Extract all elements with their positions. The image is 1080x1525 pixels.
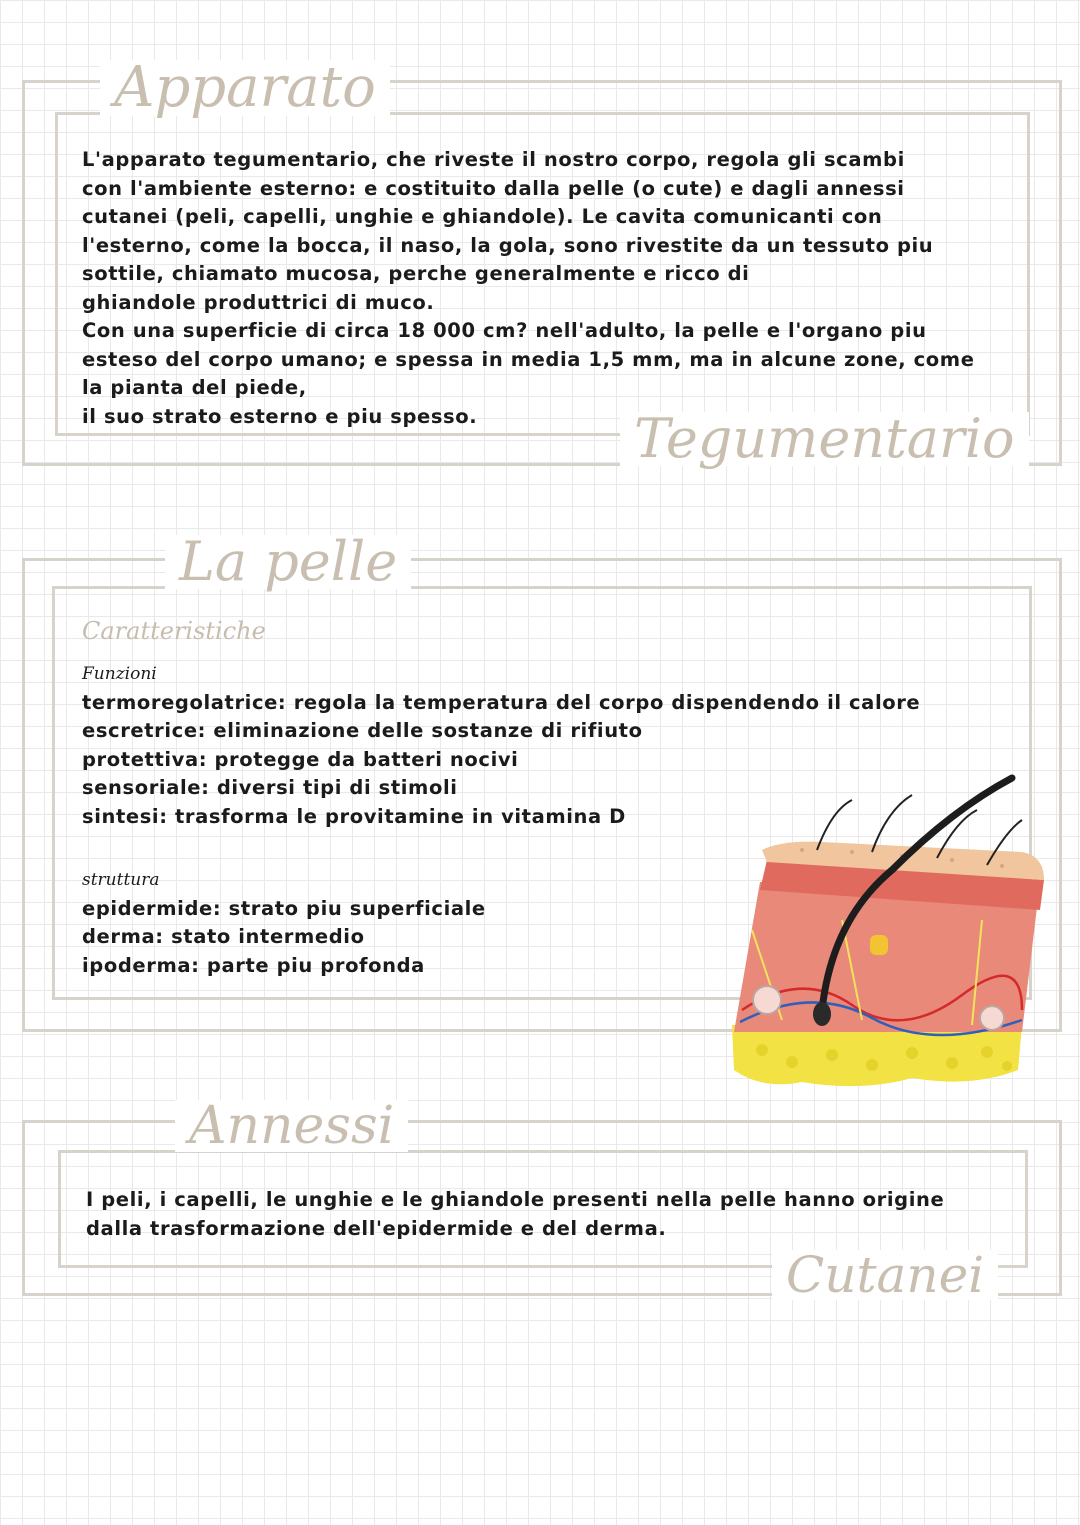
section2-subtitle: Caratteristiche <box>82 617 266 645</box>
section3-title-bottom: Cutanei <box>772 1250 998 1300</box>
section1-line: il suo strato esterno e piu spesso. <box>82 404 478 428</box>
hypoderm-layer <box>732 1025 1022 1086</box>
funzione-item: escretrice: eliminazione delle sostanze di rifiuto <box>82 719 643 742</box>
section3-title-top: Annessi <box>175 1100 408 1152</box>
funzione-item: protettiva: protegge da batteri nocivi <box>82 747 519 771</box>
section3-line: I peli, i capelli, le unghie e le ghiandole presenti nella pelle hanno origine <box>86 1188 945 1211</box>
funzione-item: sintesi: trasforma le provitamine in vitamina D <box>82 804 626 828</box>
struttura-item: ipoderma: parte piu profonda <box>82 953 425 977</box>
section1-line: cutanei (peli, capelli, unghie e ghiandole). Le cavita comunicanti con <box>82 205 883 228</box>
section1-line: ghiandole produttrici di muco. <box>82 290 435 314</box>
sweat-gland <box>980 1006 1004 1030</box>
struttura-item: epidermide: strato piu superficiale <box>82 896 486 920</box>
section1-line: L'apparato tegumentario, che riveste il nostro corpo, regola gli scambi <box>82 148 905 171</box>
skin-cross-section-illustration <box>722 770 1052 1100</box>
funzione-item: sensoriale: diversi tipi di stimoli <box>82 776 458 799</box>
struttura-block <box>82 866 682 980</box>
section1-title-top: Apparato <box>100 60 390 116</box>
sebaceous-gland <box>870 935 888 955</box>
sweat-gland <box>753 986 781 1014</box>
funzione-item: termoregolatrice: regola la temperatura del corpo dispendendo il calore <box>82 690 921 714</box>
hair-bulb <box>813 1002 831 1026</box>
section1-line: l'esterno, come la bocca, il naso, la gola, sono rivestite da un tessuto piu <box>82 233 934 257</box>
hair-strand <box>872 795 912 852</box>
section3-line: dalla trasformazione dell'epidermide e del derma. <box>86 1216 667 1240</box>
section1-line: esteso del corpo umano; e spessa in media 1,5 mm, ma in alcune zone, come <box>82 347 975 371</box>
section3-paragraph <box>86 1186 1016 1243</box>
section2-title: La pelle <box>165 535 411 589</box>
funzioni-label: Funzioni <box>82 664 157 684</box>
section1-title-bottom: Tegumentario <box>620 412 1029 466</box>
section1-line: la pianta del piede, <box>82 376 307 399</box>
section1-line: Con una superficie di circa 18 000 cm? nell'adulto, la pelle e l'organo piu <box>82 319 927 342</box>
section1-line: sottile, chiamato mucosa, perche generalmente e ricco di <box>82 262 750 285</box>
struttura-item: derma: stato intermedio <box>82 925 365 948</box>
struttura-label: struttura <box>82 870 160 890</box>
section1-line: con l'ambiente esterno: e costituito dalla pelle (o cute) e dagli annessi <box>82 176 905 200</box>
section1-paragraph <box>82 146 1022 431</box>
